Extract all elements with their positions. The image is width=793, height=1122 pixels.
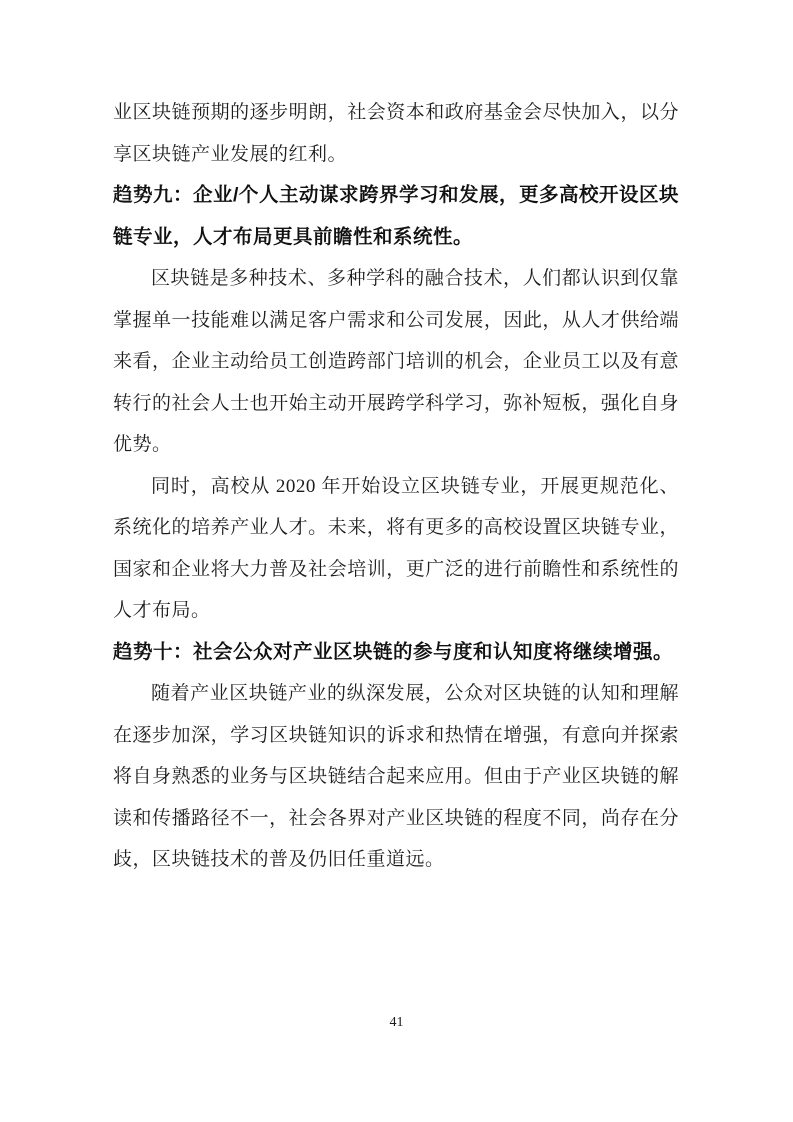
trend-nine-paragraph-1: 区块链是多种技术、多种学科的融合技术，人们都认识到仅靠掌握单一技能难以满足客户需求和公司发展，因此，从人才供给端来看，企业主动给员工创造跨部门培训的机会，企业员工以及有意转行的社会人士也开始主动开展跨学科学习，弥补短板，强化自身优势。: [113, 268, 679, 455]
page-footer: [0, 1013, 793, 1033]
trend-nine-paragraph-2: 同时，高校从 2020 年开始设立区块链专业，开展更规范化、系统化的培养产业人才。未来，将有更多的高校设置区块链专业，国家和企业将大力普及社会培训，更广泛的进行前瞻性和系统性的人才布局。: [113, 475, 679, 621]
trend-ten-paragraph-1: 随着产业区块链产业的纵深发展，公众对区块链的认知和理解在逐步加深，学习区块链知识的诉求和热情在增强，有意向并探索将自身熟悉的业务与区块链结合起来应用。但由于产业区块链的解读和传播路径不一，社会各界对产业区块链的程度不同，尚存在分歧，区块链技术的普及仍旧任重道远。: [113, 683, 679, 870]
trend-nine-heading: 趋势九：企业/个人主动谋求跨界学习和发展，更多高校开设区块链专业，人才布局更具前瞻性和系统性。: [113, 184, 679, 248]
trend-ten-heading: 趋势十：社会公众对产业区块链的参与度和认知度将继续增强。: [113, 640, 674, 663]
document-text-block: [113, 92, 679, 881]
page-number: 41: [389, 1015, 404, 1030]
continuation-paragraph: 业区块链预期的逐步明朗，社会资本和政府基金会尽快加入，以分享区块链产业发展的红利。: [113, 102, 679, 165]
